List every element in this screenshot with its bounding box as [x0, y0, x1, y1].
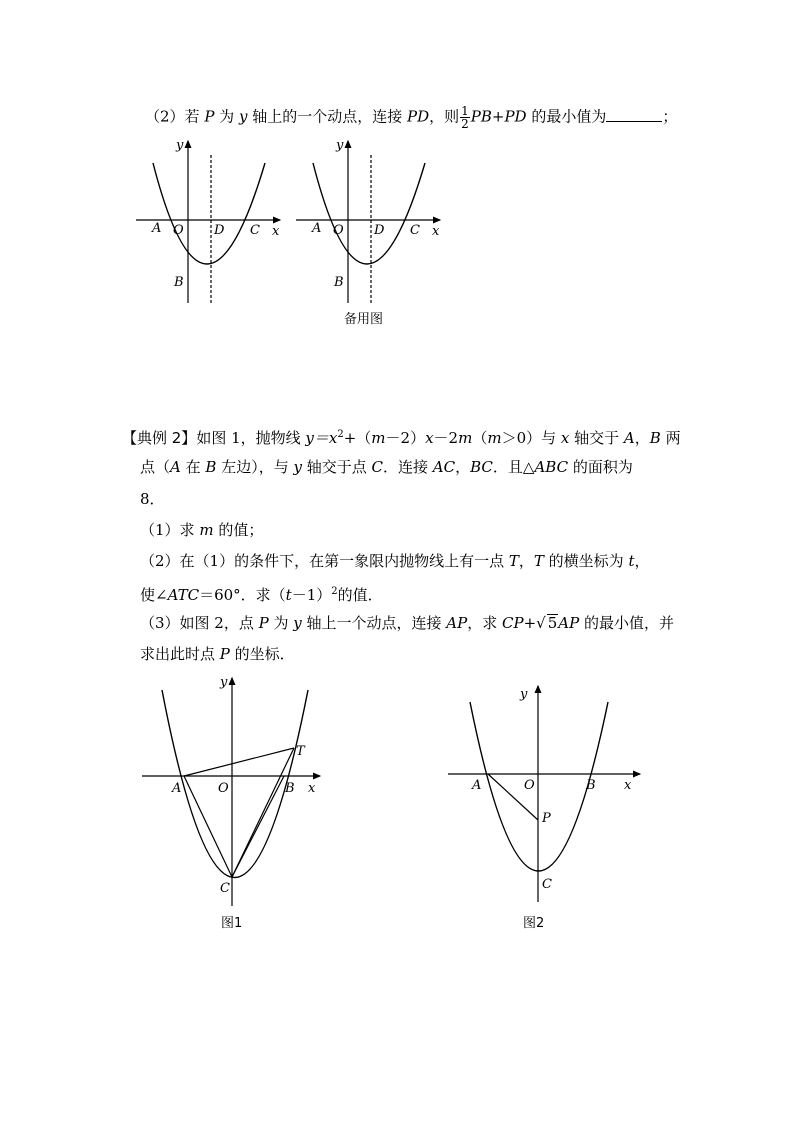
label-o: O [524, 778, 535, 793]
label-a: A [312, 221, 322, 236]
var: t [628, 552, 635, 570]
text: 如图 1，抛物线 [196, 429, 306, 447]
text: 求出此时点 [140, 645, 220, 663]
fraction-denominator: 2 [461, 117, 469, 131]
example-heading: 【典例 2】 [122, 429, 197, 447]
label-o: O [218, 781, 229, 796]
label-a: A [472, 778, 482, 793]
label-c: C [410, 223, 420, 238]
label-d: D [374, 223, 385, 238]
text: ＝60°．求（ [199, 586, 286, 604]
text: 8． [140, 490, 165, 508]
text: +（ [343, 429, 372, 447]
q2-text: 为 [214, 107, 239, 126]
var: y＝x [305, 429, 338, 447]
label-x: x [432, 224, 440, 239]
var: P [219, 645, 230, 663]
label-y: y [520, 687, 528, 702]
label-o: O [333, 223, 344, 238]
text: 轴交于点 [301, 458, 372, 476]
label-t: T [296, 744, 305, 759]
text: ．连接 [383, 458, 433, 476]
text: 在 [180, 458, 206, 476]
text: ．且△ [492, 458, 535, 476]
superscript: 2 [337, 429, 344, 440]
label-b: B [334, 275, 344, 290]
var: A [623, 429, 635, 447]
label-a: A [172, 781, 182, 796]
label-b: B [285, 781, 295, 796]
text: 使∠ [140, 586, 168, 604]
label-p: P [542, 811, 551, 826]
text: ， [518, 552, 534, 570]
label-d: D [214, 223, 225, 238]
var: ABC [534, 458, 569, 476]
var: x [425, 429, 434, 447]
var: BC [470, 458, 493, 476]
expression: PB+PD [470, 107, 527, 126]
label-y: y [176, 138, 184, 153]
parabola [313, 163, 425, 264]
var: y [293, 614, 302, 632]
text: 的值． [337, 586, 383, 604]
text: ＞0）与 [501, 429, 561, 447]
text: 轴上一个动点，连接 [301, 614, 447, 632]
label-o: O [173, 223, 184, 238]
sqrt-radicand: 5 [547, 614, 558, 632]
label-x: x [624, 778, 632, 793]
superscript: 2 [331, 586, 338, 597]
text: ，求 [467, 614, 503, 632]
text: 轴交于 [569, 429, 624, 447]
var: B [205, 458, 217, 476]
figure-1-caption: 图1 [221, 916, 243, 931]
label-c: C [250, 223, 260, 238]
text: 的坐标． [229, 645, 295, 663]
text: ， [634, 552, 650, 570]
text: 的最小值，并 [579, 614, 674, 632]
var: AC [432, 458, 456, 476]
var: m [199, 521, 214, 539]
q2-text: 轴上的一个动点，连接 [247, 107, 407, 126]
var: AP [558, 614, 580, 632]
text: ， [455, 458, 471, 476]
parabola [153, 163, 265, 264]
var: x [560, 429, 570, 447]
q2-text: ； [662, 107, 678, 126]
q2-text: 的最小值为 [526, 107, 607, 126]
text: 左边），与 [216, 458, 294, 476]
example2-line1 [122, 425, 681, 448]
var: CP+ [502, 614, 537, 632]
text: （2）在（1）的条件下，在第一象限内抛物线上有一点 [140, 552, 509, 570]
subquestion-1 [140, 520, 263, 540]
var: m [371, 429, 386, 447]
var: T [508, 552, 519, 570]
figure-2 [440, 680, 650, 910]
subquestion-3-line1 [140, 613, 674, 633]
var: t [285, 586, 292, 604]
question-2-line [145, 105, 677, 130]
var: C [371, 458, 383, 476]
var: m [458, 429, 473, 447]
label-c: C [542, 877, 552, 892]
label-c: C [220, 881, 230, 896]
var: T [533, 552, 544, 570]
var: P [258, 614, 269, 632]
label-y: y [336, 138, 344, 153]
subquestion-3-line2 [140, 644, 295, 664]
text: 的值； [213, 521, 264, 539]
text: 两 [660, 429, 681, 447]
example2-line3 [140, 489, 165, 509]
label-a: A [152, 221, 162, 236]
sqrt-symbol: √ [536, 614, 546, 632]
var: AP [446, 614, 468, 632]
text: －2） [385, 429, 426, 447]
label-b: B [586, 778, 596, 793]
text: －1） [291, 586, 332, 604]
var-y: y [238, 107, 248, 126]
answer-blank [606, 107, 662, 122]
figure-2-caption: 图2 [523, 916, 545, 931]
subquestion-2-line1 [140, 551, 650, 571]
text: 的面积为 [568, 458, 633, 476]
fraction-half [460, 105, 470, 130]
subquestion-2-line2 [140, 582, 383, 605]
text: ， [634, 429, 650, 447]
text: （3）如图 2，点 [140, 614, 259, 632]
var: ATC [167, 586, 200, 604]
top-figure-left [130, 135, 290, 310]
label-x: x [308, 781, 316, 796]
label-y: y [220, 675, 228, 690]
var-pd: PD [406, 107, 430, 126]
q2-number: （2）若 [145, 107, 205, 126]
text: （1）求 [140, 521, 200, 539]
text: 点（ [140, 458, 171, 476]
text: 的横坐标为 [543, 552, 629, 570]
segment-tc [232, 748, 294, 877]
label-b: B [174, 275, 184, 290]
var: y [293, 458, 302, 476]
fraction-numerator: 1 [461, 104, 469, 118]
figure-1 [130, 670, 330, 910]
text: （ [472, 429, 488, 447]
label-x: x [272, 224, 280, 239]
var-p: P [204, 107, 215, 126]
text: 为 [268, 614, 294, 632]
example2-line2 [140, 457, 633, 477]
segment-at [184, 748, 294, 776]
var: A [170, 458, 181, 476]
top-figure-right [290, 135, 450, 310]
backup-figure-caption: 备用图 [344, 312, 384, 327]
var: m [487, 429, 502, 447]
q2-text: ，则 [429, 107, 460, 126]
var: B [649, 429, 661, 447]
text: －2 [433, 429, 459, 447]
